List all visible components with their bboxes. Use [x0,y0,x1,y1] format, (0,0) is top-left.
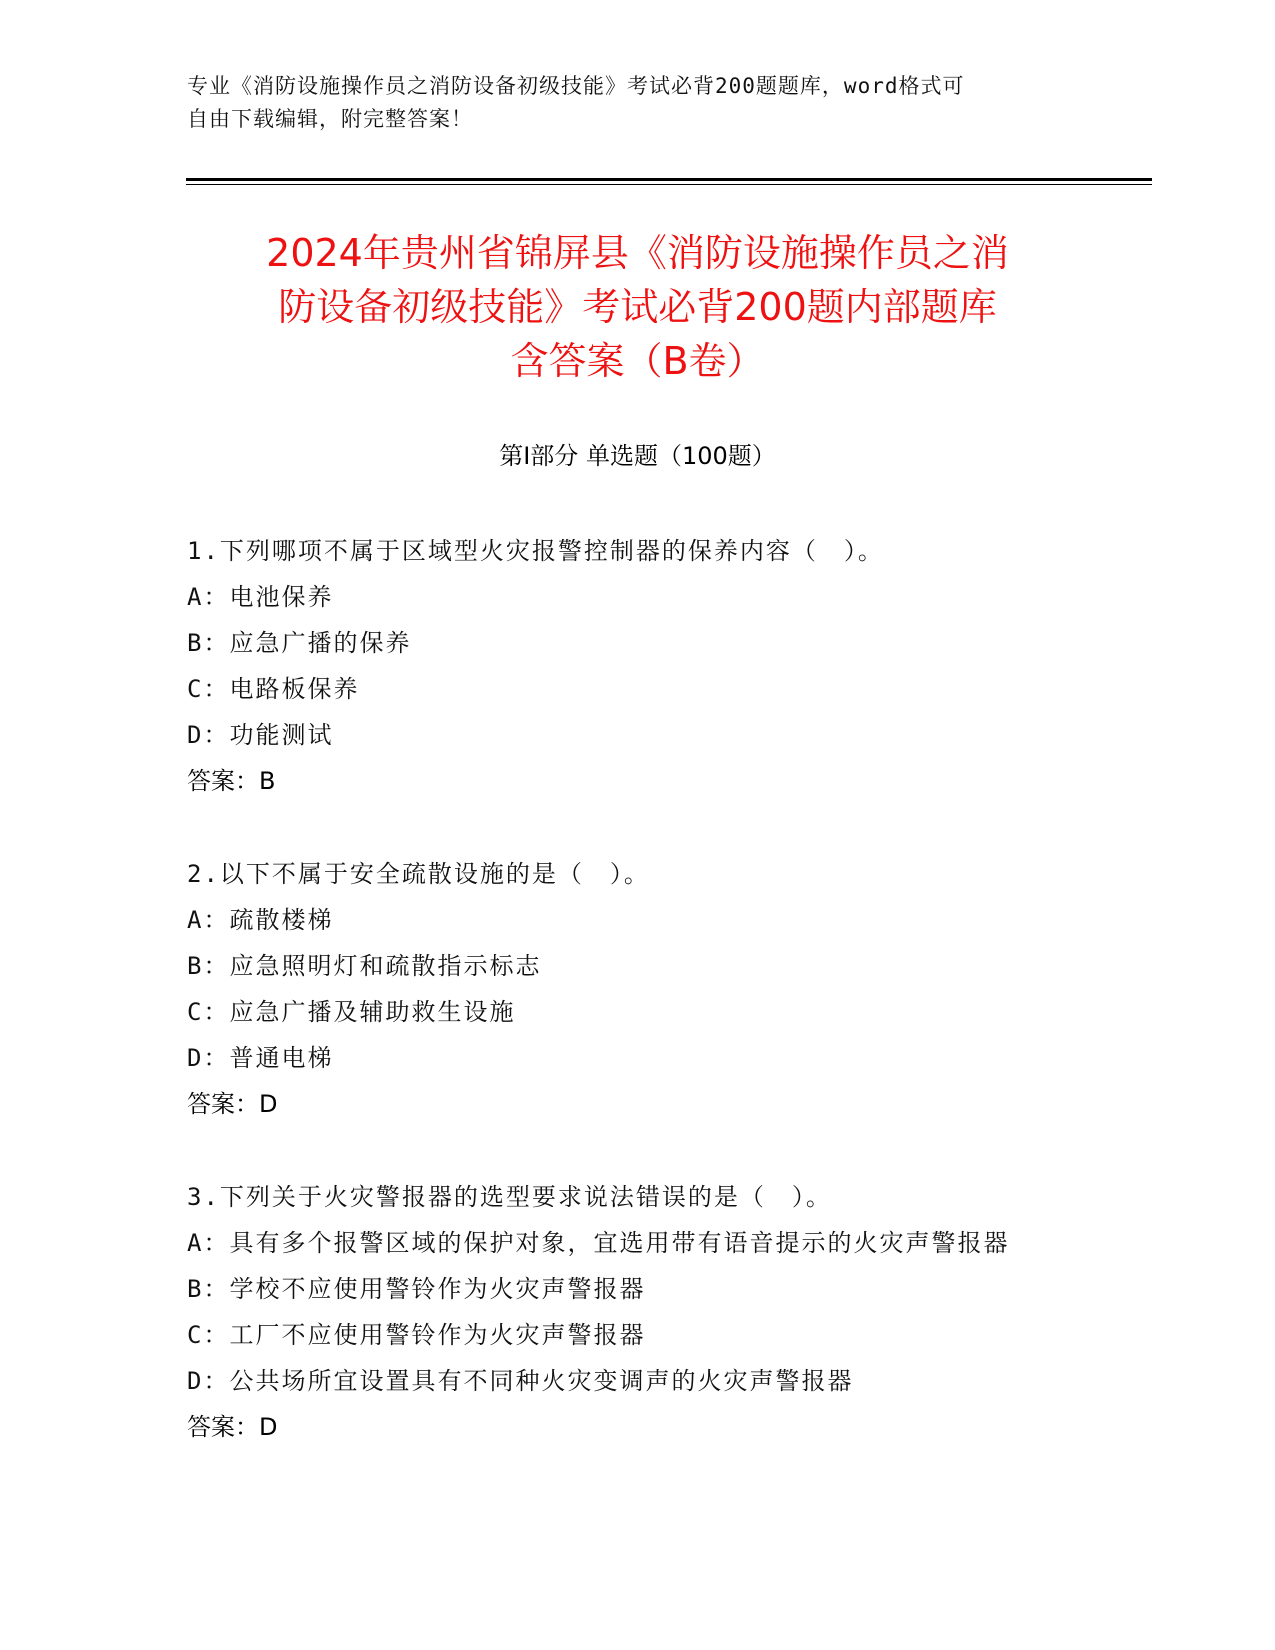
header-note-line-1: 专业《消防设施操作员之消防设备初级技能》考试必背200题题库，word格式可 [187,74,965,98]
header-rule-thick [186,178,1152,181]
option-b: B：学校不应使用警铃作为火灾声警报器 [187,1275,646,1303]
option-b: B：应急广播的保养 [187,629,412,657]
header-note-line-2: 自由下载编辑，附完整答案！ [187,107,473,131]
question-stem: 3.下列关于火灾警报器的选型要求说法错误的是（ ）。 [187,1183,832,1211]
option-d: D：公共场所宜设置具有不同种火灾变调声的火灾声警报器 [187,1367,854,1395]
option-d: D：功能测试 [187,721,334,749]
question-3 [187,1174,1087,1450]
section-heading: 第Ⅰ部分 单选题（100题） [499,442,776,470]
option-a: A：疏散楼梯 [187,906,334,934]
answer: 答案：D [187,1090,278,1118]
document-title-line-3: 含答案（B卷） [510,339,765,383]
option-c: C：工厂不应使用警铃作为火灾声警报器 [187,1321,646,1349]
question-stem: 2.以下不属于安全疏散设施的是（ ）。 [187,860,650,888]
header-rule-thin [186,184,1152,185]
answer: 答案：B [187,767,276,795]
document-title-line-1: 2024年贵州省锦屏县《消防设施操作员之消 [266,231,1009,275]
question-2 [187,851,1087,1127]
option-d: D：普通电梯 [187,1044,334,1072]
answer: 答案：D [187,1413,278,1441]
document-title-line-2: 防设备初级技能》考试必背200题内部题库 [278,285,997,329]
option-a: A：电池保养 [187,583,334,611]
question-list [187,528,1087,1497]
option-c: C：应急广播及辅助救生设施 [187,998,516,1026]
question-stem: 1.下列哪项不属于区域型火灾报警控制器的保养内容（ ）。 [187,537,884,565]
document-title [150,226,1125,388]
option-a: A：具有多个报警区域的保护对象，宜选用带有语音提示的火灾声警报器 [187,1229,1010,1257]
header-note [187,70,1087,136]
option-b: B：应急照明灯和疏散指示标志 [187,952,542,980]
option-c: C：电路板保养 [187,675,360,703]
question-1 [187,528,1087,804]
